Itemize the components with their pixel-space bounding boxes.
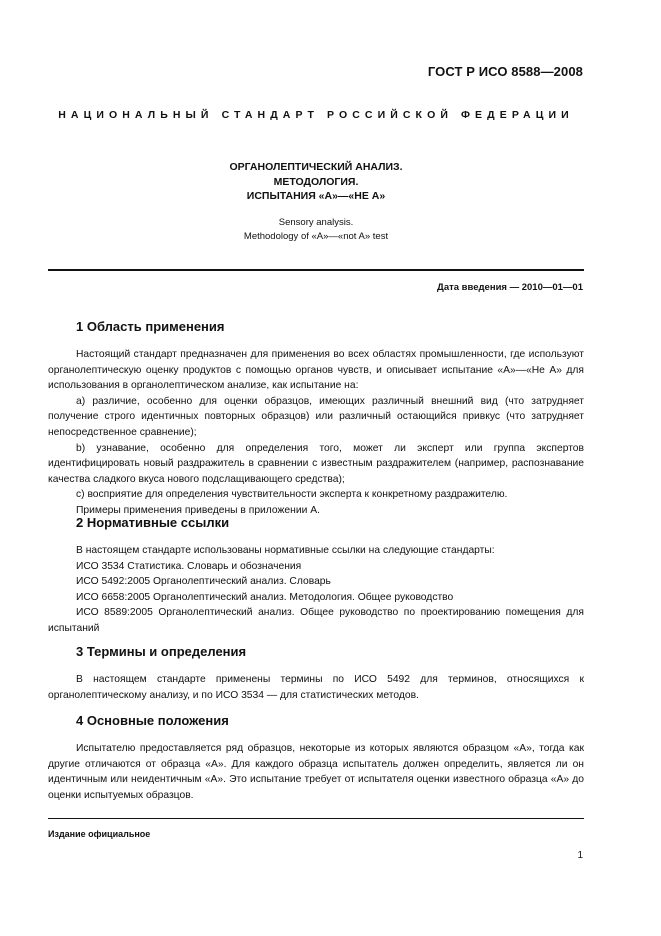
- section-heading: 3 Термины и определения: [76, 644, 247, 659]
- reference-item: ИСО 8589:2005 Органолептический анализ. Общее руководство по проектированию помещения для испытаний: [48, 607, 584, 634]
- header-divider: [48, 269, 584, 271]
- title-line: ИСПЫТАНИЯ «А»—«НЕ А»: [246, 190, 386, 202]
- document-code: ГОСТ Р ИСО 8588—2008: [427, 64, 583, 79]
- document-title: [48, 160, 584, 204]
- section-normative-references: [48, 514, 584, 637]
- reference-item: ИСО 3534 Статистика. Словарь и обозначения: [76, 560, 302, 572]
- title-line: МЕТОДОЛОГИЯ.: [273, 175, 359, 188]
- reference-item: ИСО 6658:2005 Органолептический анализ. Методология. Общее руководство: [76, 591, 454, 603]
- paragraph: В настоящем стандарте применены термины по ИСО 5492 для терминов, относящихся к органолептическому анализу, и по ИСО 3534 — для статистических методов.: [48, 674, 584, 701]
- paragraph: b) узнавание, особенно для определения того, может ли эксперт или группа экспертов идентифицировать новый раздражитель в сравнении с известным раздражителем (например, распознавание качества сладкого вкуса нового подслащивающего средства);: [48, 442, 584, 485]
- title-line: ОРГАНОЛЕПТИЧЕСКИЙ АНАЛИЗ.: [229, 161, 403, 173]
- section-heading: 4 Основные положения: [76, 713, 229, 728]
- subtitle-line: Sensory analysis.: [278, 217, 354, 228]
- paragraph: Примеры применения приведены в приложении А.: [76, 504, 320, 516]
- national-standard-banner: НАЦИОНАЛЬНЫЙ СТАНДАРТ РОССИЙСКОЙ ФЕДЕРАЦИИ: [58, 109, 574, 121]
- section-general-provisions: [48, 712, 584, 803]
- section-terms: [48, 643, 584, 703]
- section-heading: 2 Нормативные ссылки: [76, 515, 230, 530]
- paragraph: Испытателю предоставляется ряд образцов, некоторые из которых являются образцом «А», тогда как другие отличаются от образца «А». Для каждого образца испытатель должен определить, является ли он идентичным или неидентичным «А». Это испытание требует от испытателя оценки известного образца «А» до оценки испытуемых образцов.: [48, 743, 584, 801]
- page-number: 1: [577, 850, 583, 861]
- english-title: [48, 216, 584, 243]
- section-heading: 1 Область применения: [76, 319, 225, 334]
- reference-item: ИСО 5492:2005 Органолептический анализ. Словарь: [76, 576, 331, 588]
- footer-divider: [48, 818, 584, 819]
- paragraph: Настоящий стандарт предназначен для применения во всех областях промышленности, где используют органолептическую оценку продуктов с помощью органов чувств, и описывает испытание «А»—«Не А» для использования в органолептическом анализе, как испытание на:: [48, 349, 584, 392]
- paragraph: В настоящем стандарте использованы нормативные ссылки на следующие стандарты:: [76, 545, 495, 556]
- section-scope: [48, 318, 584, 519]
- introduction-date: Дата введения — 2010—01—01: [437, 282, 583, 293]
- subtitle-line: Methodology of «A»—«not A» test: [243, 230, 389, 242]
- edition-label: Издание официальное: [48, 829, 151, 839]
- paragraph: a) различие, особенно для оценки образцов, имеющих различный внешний вид (что затрудняет получение строго идентичных повторных образцов) или различный остающийся привкус (что затрудняет непосредственное сравнение);: [48, 395, 584, 438]
- paragraph: c) восприятие для определения чувствительности эксперта к конкретному раздражителю.: [76, 489, 508, 501]
